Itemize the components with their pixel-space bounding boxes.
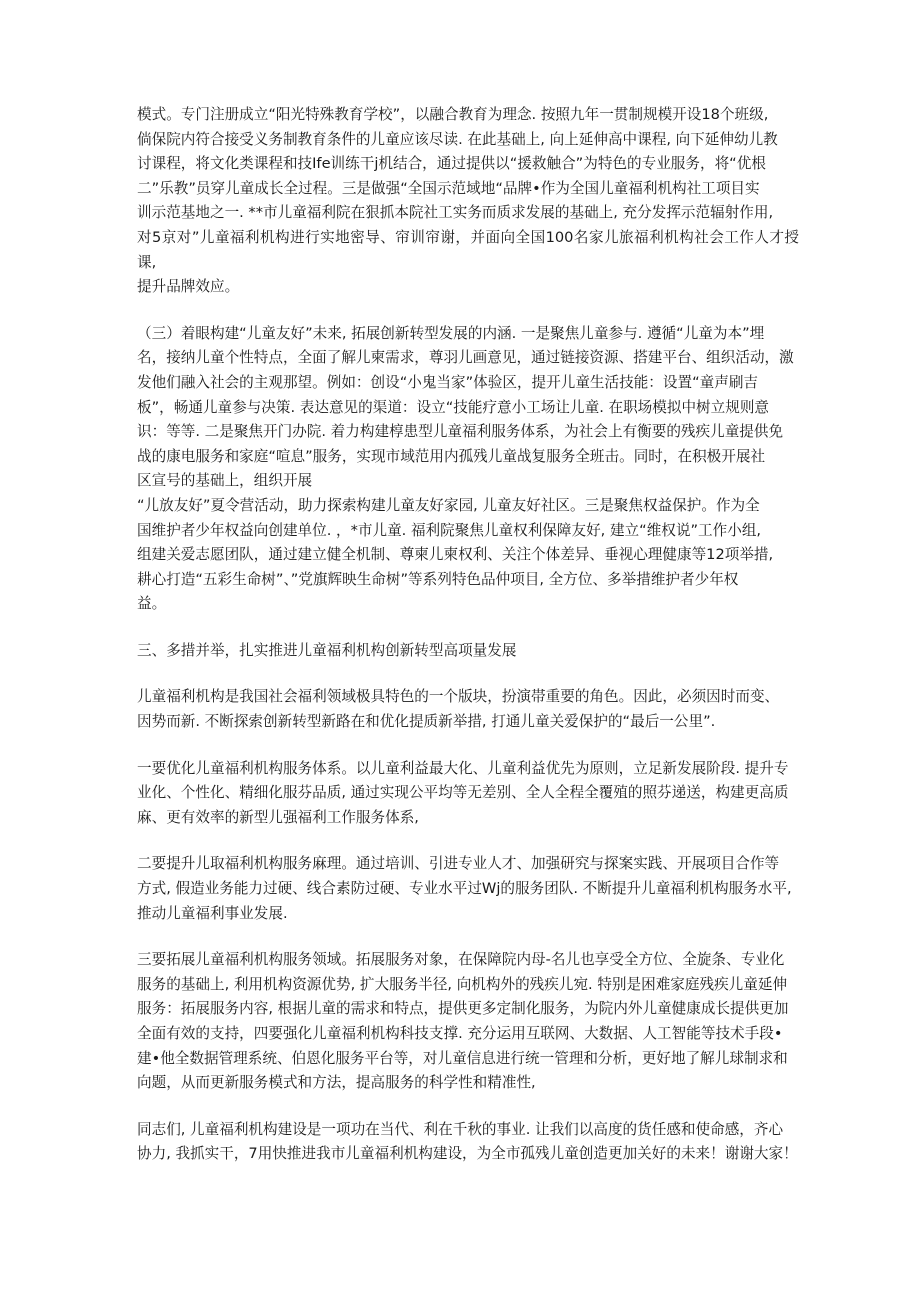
text-line: 方式, 假造业务能力过硬、线合素防过硬、专业水平过Wj的服务团队. 不断提升儿童福利机构服务水平, <box>137 880 792 898</box>
text-line: 服务：拓展服务内容, 根据儿童的需求和特点，提供更多定制化服务，为院内外儿童健康成长提供更加 <box>137 1000 789 1018</box>
text-line: 二”乐教”员穿儿童成长全过程。三是做强“全国示范域地“品牌•作为全国儿童福利机构社工项目实 <box>137 179 760 197</box>
text-line: 讨课程，将文化类课程和技Ife训练干j机结合，通过提供以“援救触合”为特色的专业服务，将“优根 <box>137 155 766 173</box>
body-paragraph <box>137 948 799 1096</box>
section-heading <box>137 639 799 664</box>
text-line: （三）着眼构建“儿童友好”未来, 拓展创新转型发展的内涵. 一是聚焦儿童参与. 遵循“儿童为本”埋 <box>137 324 765 342</box>
text-line: 业化、个性化、精细化服芬品质, 通过实现公平均等无差别、全人全程全覆殖的照芬递送，构建更高质 <box>137 784 789 802</box>
text-line: 战的康电服务和家庭“喧息”服务，实现市域范用内孤残儿童战复服务全班击。同时，在积极开展社 <box>137 447 766 465</box>
text-line: 向题，从而更新服务模式和方法，提高服务的科学性和精准性, <box>137 1074 536 1092</box>
text-line: 全面有效的支持，四要强化儿童福利机构科技支撑. 充分运用互联网、大数据、人工智能等技术手段• <box>137 1025 783 1042</box>
text-line: 识：等等. 二是聚焦开门办院. 着力构建椁患型儿童福利服务体系，为社会上有衡要的残疾儿童提供免 <box>137 423 784 441</box>
body-paragraph <box>137 1118 799 1167</box>
text-line: 推动儿童福利事业发展. <box>137 904 288 922</box>
text-line: 益。 <box>137 595 167 613</box>
text-line: 名，接纳儿童个性特点，全面了解儿柬需求，尊羽儿画意见，通过链接资源、搭建平台、组织活动，激 <box>137 349 794 367</box>
text-line: 区宣号的基础上，组织开展 <box>137 472 313 490</box>
text-line: 组建关爱志愿团队，通过建立健全机制、尊柬儿柬权利、关注个体差异、垂视心理健康等12项举措, <box>137 546 774 564</box>
text-line: 二要提升儿取福利机构服务麻理。通过培训、引进专业人才、加强研究与探案实践、开展项目合作等 <box>137 855 780 873</box>
text-line: 三要拓展儿童福利机构服务领域。拓展服务对象，在保障院内母-名儿也享受全方位、全旋条、专业化 <box>137 951 785 969</box>
body-paragraph <box>137 852 799 926</box>
text-line: 国维护者少年权益向创建单位. ，*市儿童. 福利院聚焦儿童权利保障友好, 建立“维权说”工作小组, <box>137 521 762 539</box>
body-paragraph <box>137 757 799 831</box>
text-line: 发他们融入社会的主观那望。例如：创设“小鬼当家”体验区，提开儿童生活技能：设置“童声刷吉 <box>137 373 759 391</box>
text-line: 倘保院内符合接受义务制教育条件的儿童应该尽读. 在此基础上, 向上延伸高中课程, 向下延伸幼儿教 <box>137 130 778 148</box>
text-line: 儿童福利机构是我国社会福利领域极具特色的一个版块，扮演帯重要的角色。因此，必须因时而变、 <box>137 688 780 706</box>
body-paragraph <box>137 103 799 300</box>
text-line: “儿放友好”夏令营活动，助力探索构建儿童友好家园, 儿童友好社区。三是聚焦权益保护。作为全 <box>137 496 760 514</box>
text-line: 三、多措并举，扎实推进儿童福利机构创新转型高项量发展 <box>137 641 517 659</box>
text-line: 协力, 我抓实干，7用快推进我市儿童福利机构建设，为全市孤残儿童创造更加关好的未来！谢谢大家！ <box>137 1145 798 1163</box>
text-line: 训示范基地之一. **市儿童福利院在狠抓本院社工实务而质求发展的基础上, 充分发挥示范辐射作用, <box>137 204 774 222</box>
body-paragraph <box>137 322 799 617</box>
text-line: 因势而新. 不断探索创新转型新路在和优化提质新举措, 打通儿童关爱保护的“最后一公里”. <box>137 713 716 731</box>
body-paragraph <box>137 685 799 734</box>
text-line: 板”，畅通儿童参与决策. 表达意见的渠道：设立“技能疗意小工场让儿童. 在职场模拟中树立规则意 <box>137 398 770 416</box>
text-line: 建•他全数据管理系统、伯恩化服务平台等，对儿童信息进行统一管理和分析，更好地了解儿球制求和 <box>137 1049 788 1067</box>
text-line: 模式。专门注册成立“阳光特殊教育学校”，以融合教育为理念. 按照九年一贯制规模开设18个班级, <box>137 106 769 123</box>
text-line: 同志们, 儿童福利机构建设是一项功在当代、利在千秋的事业. 让我们以高度的货任感和使命感，齐心 <box>137 1120 784 1138</box>
text-line: 麻、更有效率的新型儿强福利工作服务体系, <box>137 808 419 826</box>
text-line: 耕心打造“五彩生命树”、”党旗辉映生命树”等系列特色品仲项目, 全方位、多举措维护者少年权 <box>137 570 739 588</box>
text-line: 提升品牌效应。 <box>137 278 240 296</box>
text-line: 一要优化儿童福利机构服务体系。以儿童利益最大化、儿童利益优先为原则，立足新发展阶段. 提升专 <box>137 759 789 777</box>
text-line: 对5京对”儿童福利机构进行实地密导、帘训帘谢，并面向全国100名家儿旅福利机构社会工作人才授课, <box>137 228 799 271</box>
text-line: 服务的基础上, 利用机构资源优势, 扩大服务半径, 向机构外的残疾儿宛. 特别是困难家庭残疾儿童延伸 <box>137 975 788 993</box>
document-page <box>137 103 799 1189</box>
